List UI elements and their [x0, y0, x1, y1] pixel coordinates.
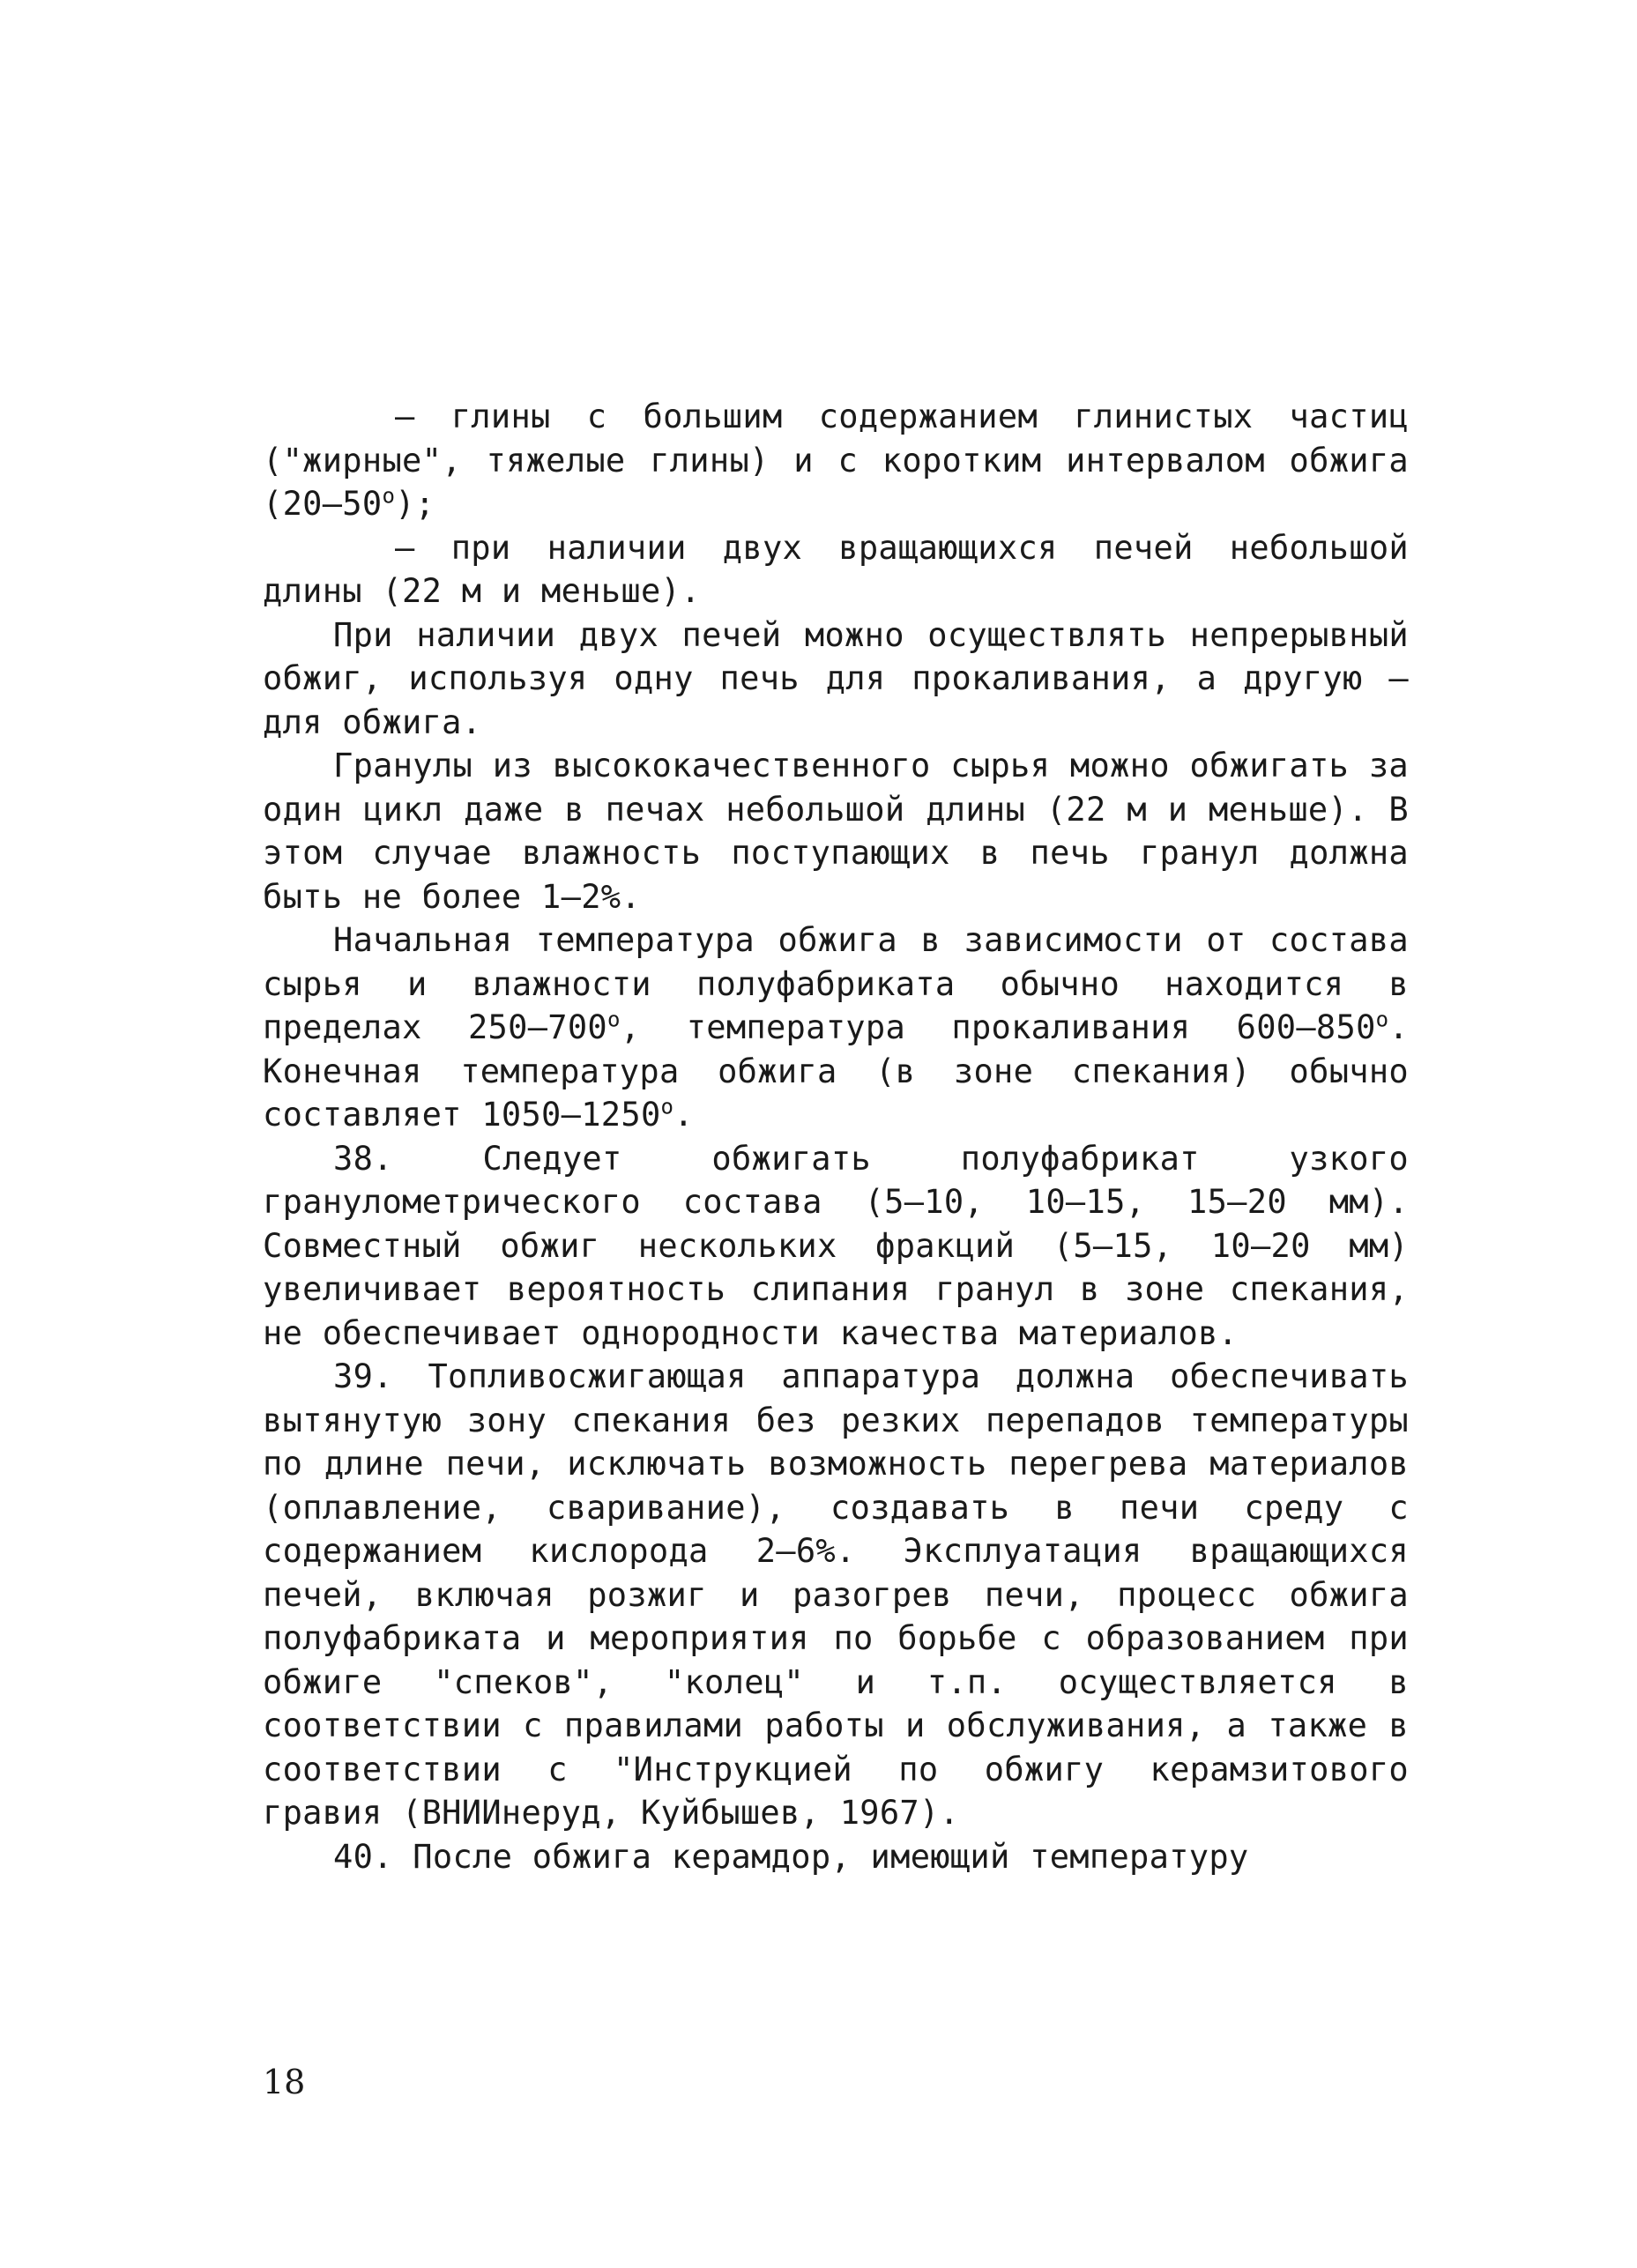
paragraph-item-39: 39. Топливосжигающая аппаратура должна обеспечивать вытянутую зону спекания без резких перепадов температуры по длине печи, исключать возможность перегрева материалов (оплавление, сваривание), создавать в печи среду с содержанием кислорода 2–6%. Эксплуатация вращающихся печей, включая розжиг и разогрев печи, процесс обжига полуфабриката и мероприятия по борьбе с образованием при обжиге "спеков", "колец" и т.п. осуществляется в соответствии с правилами работы и обслуживания, а также в соответствии с "Инструкцией по обжигу керамзитового гравия (ВНИИнеруд, Куйбышев, 1967). — [263, 1357, 1409, 1832]
body-text — [263, 395, 1409, 1878]
paragraph-two-kilns: – при наличии двух вращающихся печей небольшой длины (22 м и меньше). — [263, 528, 1409, 610]
degree-mark: о — [1375, 1007, 1389, 1032]
paragraph-granules: Гранулы из высококачественного сырья можно обжигать за один цикл даже в печах небольшой длины (22 м и меньше). В этом случае влажность поступающих в печь гранул должна быть не более 1–2%. — [263, 747, 1409, 916]
paragraph-item-38: 38. Следует обжигать полуфабрикат узкого гранулометрического состава (5–10, 10–15, 15–20 мм). Совместный обжиг нескольких фракций (5–15, 10–20 мм) увеличивает вероятность слипания гранул в зоне спекания, не обеспечивает однородности качества материалов. — [263, 1139, 1409, 1352]
paragraph-continuous-firing: При наличии двух печей можно осуществлять непрерывный обжиг, используя одну печь для прокаливания, а другую – для обжига. — [263, 615, 1409, 741]
page-number: 18 — [263, 2063, 306, 2101]
degree-mark: о — [660, 1094, 674, 1119]
paragraph-temperatures: Начальная температура обжига в зависимости от состава сырья и влажности полуфабриката обычно находится в пределах $250-700^о$, температура прокаливания $600-850^о$. Конечная температура обжига (в зоне спекания) обычно составляет $1050-1250^о$. — [263, 921, 1409, 1134]
paragraph-item-40: 40. После обжига керамдор, имеющий температуру — [333, 1837, 1249, 1876]
degree-mark: о — [607, 1007, 621, 1032]
degree-mark: о — [382, 483, 396, 509]
paragraph-clay-conditions: – глины с большим содержанием глинистых частиц ("жирные", тяжелые глины) и с коротким интервалом обжига $(20-50^о)$; — [263, 398, 1409, 523]
